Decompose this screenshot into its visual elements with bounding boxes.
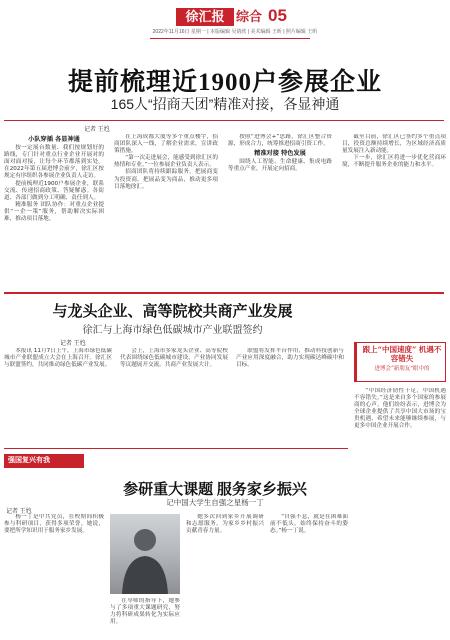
masthead-info: 2022年11月16日 星期一 | 本版编辑 吴倩欣 | 美术编辑 王昕 | 照片编辑 王昕 (152, 29, 318, 35)
article3-column-4 (270, 514, 348, 636)
portrait-photo (110, 514, 180, 594)
article1-subhead: 165人“招商天团”精准对接，各显神通 (110, 96, 340, 112)
person-silhouette-icon (110, 514, 180, 594)
article2-column-1 (4, 348, 112, 444)
sidebar-body (354, 388, 446, 636)
sidebar-headline: 跟上“中国速度” 机遇不容错失 (362, 345, 442, 363)
paragraph: 招商团队将持续跟踪服务，把展商变为投资商，把展品变为商品，推动更多项目落地徐汇。 (114, 169, 218, 190)
paragraph: 在上海成都大厦等多个重点楼宇，招商团队深入一线，了解企业需求，宣讲政策措施。 (114, 134, 218, 155)
article2-byline: 记者 王尥 (60, 341, 86, 347)
masthead (0, 0, 450, 52)
paragraph: 她多次回到家乡开展调研和志愿服务，为家乡乡村振兴贡献青春力量。 (186, 514, 264, 535)
article1-column-4 (342, 134, 446, 284)
paragraph: “自强不息，就是在困难面前不低头，始终保持奋斗的姿态。”杨一丁说。 (270, 514, 348, 535)
paragraph: 按照“进博会+”思路，徐汇区整合资源，形成合力，统筹推进招商引资工作。 (228, 134, 332, 148)
paragraph: 本报讯 11月7日上午，上海市绿色低碳城市产业联盟成立大会在上海召开。徐汇区与联盟签约，共同推动绿色低碳产业发展。 (4, 348, 112, 369)
paragraph: 按一定展台数量、我们按规划好的路线，专门针对重点行业企业开展对的面对面对接，让每个环节都落到实处。在2022年第五届进博会前夕，徐汇区按规定有序组织各参展企业负责人走访。 (4, 145, 104, 180)
article3-column-1 (4, 514, 104, 636)
paragraph: 精准服务 团队协作：对重点企业提供“一企一策”服务，帮助解决实际困难，推动项目落地。 (4, 201, 104, 223)
article3-subhead: 记中国大学生自强之星杨一丁 (166, 498, 264, 507)
masthead-section: 综合 (236, 9, 263, 24)
article3-byline: 记者 王尥 (6, 509, 32, 515)
article3-column-2 (110, 598, 180, 636)
article1-subheading: 精准对接 特色发展 (254, 150, 306, 158)
article1-byline: 记者 王尥 (84, 127, 110, 133)
article1-headline: 提前梳理近1900户参展企业 (67, 69, 382, 96)
article1-subheading: 小队穿插 各显神通 (28, 136, 80, 143)
paragraph: 下一步，徐汇区将进一步优化营商环境，不断提升服务企业的能力和水平。 (342, 155, 446, 169)
article2-column-2 (120, 348, 228, 444)
paragraph: 提前梳理近1900户参展企业，联系交流、传递招商政策、答疑解惑。各街道、各部门做到分工明确、责任到人。 (4, 180, 104, 201)
article2-subhead: 徐汇与上海市绿色低碳城市产业联盟签约 (82, 325, 263, 336)
paragraph: 杨一丁是中共党员，在校期间积极参与科研项目，获得多项荣誉。她说，要把所学知识用于服务家乡发展。 (4, 514, 104, 535)
section-divider (4, 448, 348, 449)
paragraph: 在导师的指导下，她参与了多项重大课题研究，努力将科研成果转化为实际应用。 (110, 598, 180, 626)
paragraph: 围绕人工智能、生命健康、集成电路等重点产业，开展定向招商。 (228, 159, 332, 173)
paragraph: 会上，上海市多家龙头企业、高等院校代表围绕绿色低碳城市建设、产业协同发展等议题展开交流，共商产业发展大计。 (120, 348, 228, 369)
article1-rule (4, 120, 444, 121)
article1-column-1 (4, 134, 104, 284)
paragraph: 联盟将发挥平台作用，推动科技创新与产业应用深度融合，助力实现碳达峰碳中和目标。 (236, 348, 344, 369)
article1-column-2 (114, 134, 218, 284)
section-divider (4, 292, 444, 294)
page-number: 05 (268, 6, 287, 25)
article3-column-3 (186, 514, 264, 636)
article2-headline: 与龙头企业、高等院校共商产业发展 (52, 304, 293, 320)
article2-column-3 (236, 348, 344, 444)
masthead-logo: 徐汇报 (176, 8, 234, 26)
article3-headline: 参研重大课题 服务家乡振兴 (123, 482, 307, 498)
column-tag: 强国复兴有我 (4, 454, 84, 468)
paragraph: “中国经济韧性十足，中国机遇不容错失。”这是来自多个国家的参展商的心声。他们纷纷表示，进博会为全球企业提供了共享中国大市场的宝贵机遇，希望未来能够继续参展，与更多中国企业开展合作。 (354, 388, 446, 430)
sidebar-subhead: 进博会“新朋友”眼中的 (374, 366, 430, 372)
paragraph: “第一次走进展会，能感受到徐汇区的热情和专业。”一位参展企业负责人表示。 (114, 155, 218, 169)
paragraph: 截至目前，徐汇区已签约多个重点项目，投资总额持续增长，为区域经济高质量发展注入新动能。 (342, 134, 446, 155)
masthead-rule (150, 38, 310, 39)
article1-column-3 (228, 134, 332, 284)
